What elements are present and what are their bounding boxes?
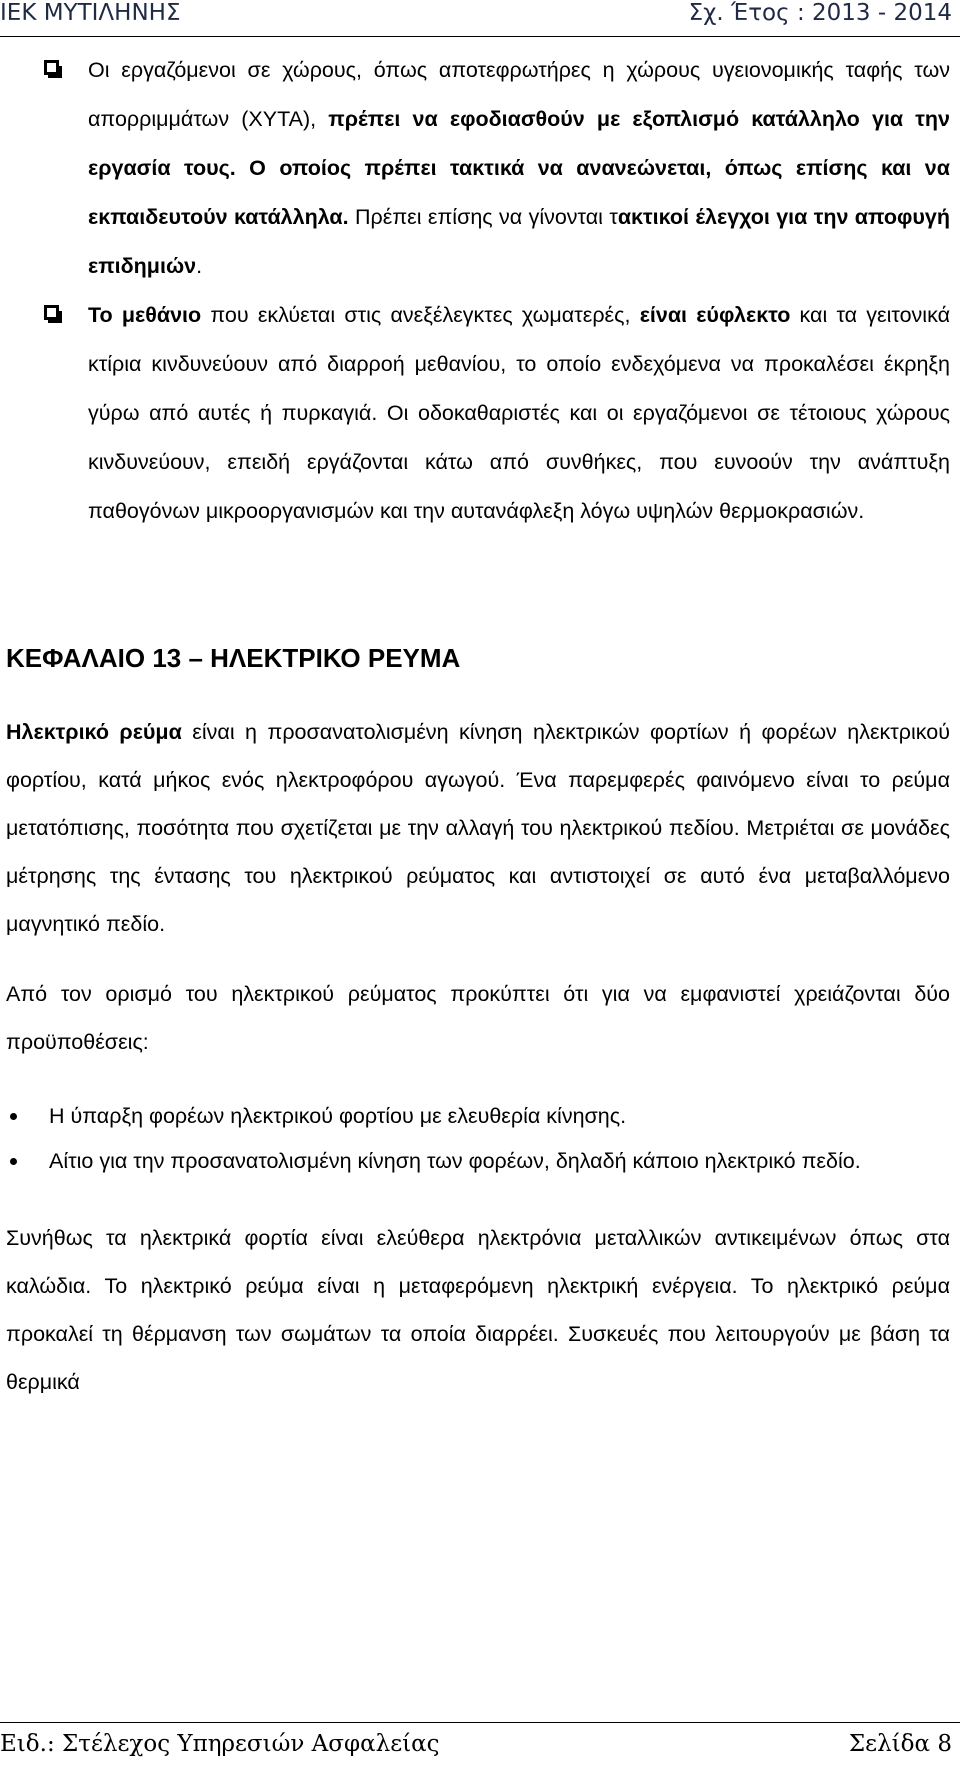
conditions-list xyxy=(0,1094,956,1184)
list-item: Αίτιο για την προσανατολισμένη κίνηση των φορέων, δηλαδή κάποιο ηλεκτρικό πεδίο. xyxy=(0,1139,956,1184)
list-item: Η ύπαρξη φορέων ηλεκτρικού φορτίου με ελευθερία κίνησης. xyxy=(0,1094,956,1139)
square-bullet-icon xyxy=(44,305,59,320)
header-school-year: Σχ. Έτος : 2013 - 2014 xyxy=(688,0,952,26)
definition-paragraph: Ηλεκτρικό ρεύμα είναι η προσανατολισμένη κίνηση ηλεκτρικών φορτίων ή φορέων ηλεκτρικού φορτίου, κατά μήκος ενός ηλεκτροφόρου αγωγού. Ένα παρεμφερές φαινόμενο είναι το ρεύμα μετατόπισης, ποσότητα που σχετίζεται με την αλλαγή του ηλεκτρικού πεδίου. Μετριέται σε μονάδες μέτρησης της έντασης του ηλεκτρικού ρεύματος και αντιστοιχεί σε αυτό ένα μεταβαλλόμενο μαγνητικό πεδίο. xyxy=(6,720,950,936)
page-footer xyxy=(0,1722,960,1765)
final-paragraph: Συνήθως τα ηλεκτρικά φορτία είναι ελεύθερα ηλεκτρόνια μεταλλικών αντικειμένων όπως στα καλώδια. Το ηλεκτρικό ρεύμα είναι η μεταφερόμενη ηλεκτρική ενέργεια. Το ηλεκτρικό ρεύμα προκαλεί τη θέρμανση των σωμάτων τα οποία διαρρέει. Συσκευές που λειτουργούν με βάση τα θερμικά xyxy=(6,1226,950,1394)
header-school: ΙΕΚ ΜΥΤΙΛΗΝΗΣ xyxy=(0,0,181,26)
square-bullet-item: Το μεθάνιο που εκλύεται στις ανεξέλεγκτες χωματερές, είναι εύφλεκτο και τα γειτονικά κτίρια κινδυνεύουν από διαρροή μεθανίου, το οποίο ενδεχόμενα να προκαλέσει έκρηξη γύρω από αυτές ή πυρκαγιά. Οι οδοκαθαριστές και οι εργαζόμενοι σε τέτοιους χώρους κινδυνεύουν, επειδή εργάζονται κάτω από συνθήκες, που ευνοούν την ανάπτυξη παθογόνων μικροοργανισμών και την αυτανάφλεξη λόγω υψηλών θερμοκρασιών. xyxy=(0,291,956,536)
page-header xyxy=(0,0,960,37)
footer-page-number: Σελίδα 8 xyxy=(848,1731,952,1757)
document-body xyxy=(0,38,956,1406)
bullet-dot-icon xyxy=(10,1113,17,1120)
chapter-heading: ΚΕΦΑΛΑΙΟ 13 – ΗΛΕΚΤΡΙΚΟ ΡΕΥΜΑ xyxy=(6,643,461,673)
footer-specialty: Ειδ.: Στέλεχος Υπηρεσιών Ασφαλείας xyxy=(0,1731,440,1757)
square-bullet-icon xyxy=(44,60,59,75)
square-bullet-item: Οι εργαζόμενοι σε χώρους, όπως αποτεφρωτήρες η χώρους υγειονομικής ταφής των απορριμμάτων (ΧΥΤΑ), πρέπει να εφοδιασθούν με εξοπλισμό κατάλληλο για την εργασία τους. Ο οποίος πρέπει τακτικά να ανανεώνεται, όπως επίσης και να εκπαιδευτούν κατάλληλα. Πρέπει επίσης να γίνονται τακτικοί έλεγχοι για την αποφυγή επιδημιών. xyxy=(0,46,956,291)
conditions-intro-paragraph: Από τον ορισμό του ηλεκτρικού ρεύματος προκύπτει ότι για να εμφανιστεί χρειάζονται δύο προϋποθέσεις: xyxy=(6,982,950,1054)
bullet-dot-icon xyxy=(10,1158,17,1165)
